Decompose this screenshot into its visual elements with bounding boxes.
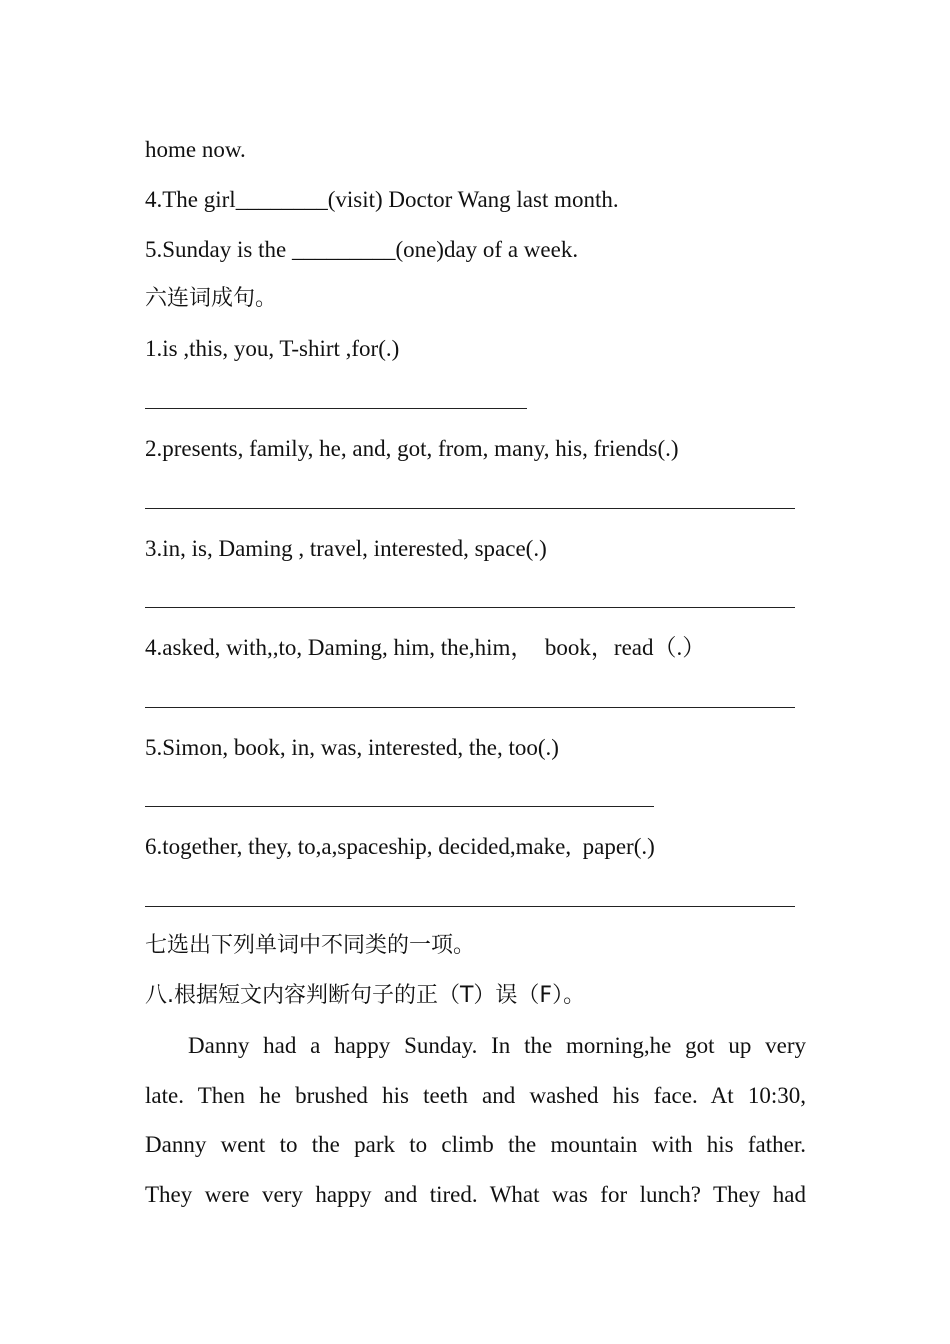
passage-line: Danny went to the park to climb the mountain with his father. (145, 1132, 806, 1158)
reading-passage (145, 1021, 806, 1220)
passage-line: They were very happy and tired. What was for lunch? They had (145, 1182, 806, 1208)
section6-item-6: 6.together, they, to,a,spaceship, decided,make, paper(.) (145, 834, 655, 859)
section6-item-2: 2.presents, family, he, and, got, from, many, his, friends(.) (145, 436, 679, 461)
section7-heading: 七选出下列单词中不同类的一项。 (145, 933, 476, 958)
answer-line-4[interactable] (145, 707, 795, 708)
section6-item-5: 5.Simon, book, in, was, interested, the, too(.) (145, 735, 559, 760)
answer-line-5[interactable] (145, 806, 654, 807)
section8-heading: 八.根据短文内容判断句子的正（T）误（F）。 (145, 983, 586, 1008)
section6-item-1: 1.is ,this, you, T-shirt ,for(.) (145, 336, 400, 361)
answer-line-1[interactable] (145, 408, 527, 409)
answer-line-3[interactable] (145, 607, 795, 608)
section6-item-3: 3.in, is, Daming , travel, interested, space(.) (145, 536, 547, 561)
section5-item-4: 4.The girl________(visit) Doctor Wang last month. (145, 187, 619, 212)
answer-line-6[interactable] (145, 906, 795, 907)
continuation-text: home now. (145, 137, 246, 162)
passage-line: late. Then he brushed his teeth and washed his face. At 10:30, (145, 1082, 806, 1108)
passage-line: Danny had a happy Sunday. In the morning,he got up very (188, 1033, 806, 1058)
section5-item-5: 5.Sunday is the _________(one)day of a week. (145, 237, 579, 262)
section6-heading: 六连词成句。 (145, 286, 278, 311)
answer-line-2[interactable] (145, 508, 795, 509)
section6-item-4: 4.asked, with,,to, Daming, him, the,him， book，read（.） (145, 635, 706, 660)
